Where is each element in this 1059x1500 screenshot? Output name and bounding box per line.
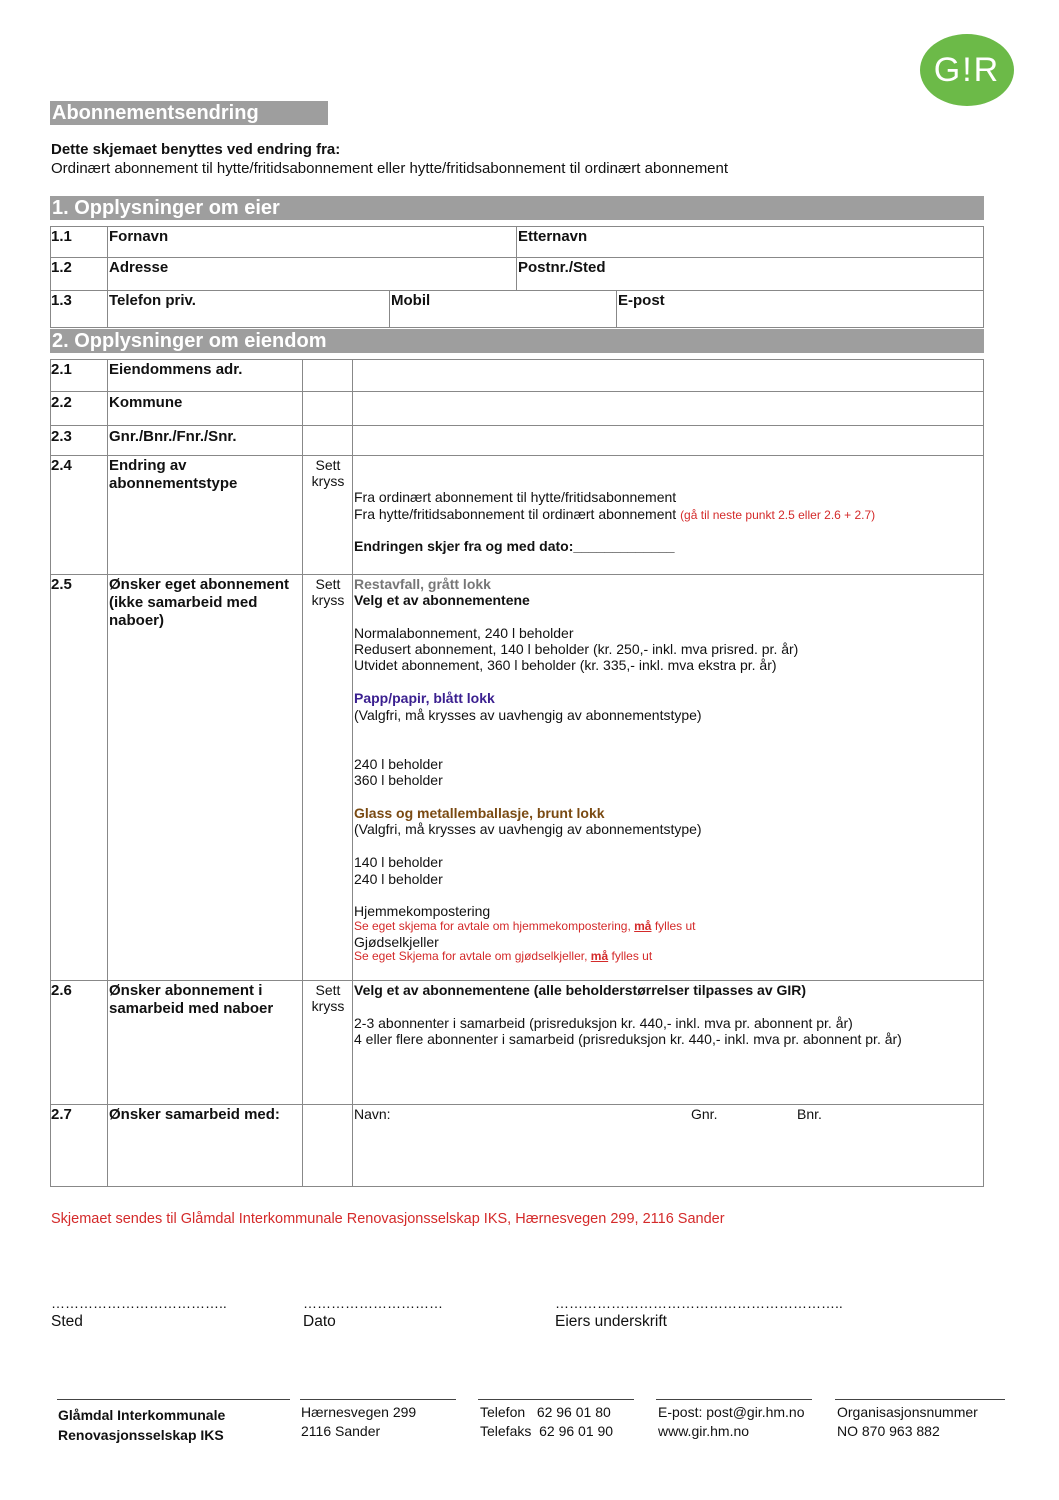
glass-title: Glass og metallemballasje, brunt lokk	[354, 805, 605, 821]
mobil-label: Mobil	[391, 292, 431, 309]
navn-field[interactable]: Navn:	[354, 1106, 391, 1122]
option-redusert[interactable]: Redusert abonnement, 140 l beholder (kr. 250,- inkl. mva prisred. pr. år)	[354, 641, 799, 657]
sett-kryss-label: Sett kryss	[311, 576, 345, 608]
footer-addr-1: Hærnesvegen 299	[301, 1404, 417, 1420]
option-ord-til-hytte[interactable]: Fra ordinært abonnement til hytte/fritidsabonnement	[354, 489, 677, 505]
footer-org: NO 870 963 882	[837, 1423, 940, 1439]
section2-title: 2. Opplysninger om eiendom	[50, 329, 984, 353]
option-gjodsel[interactable]: Gjødselkjeller	[354, 934, 439, 950]
footer-web[interactable]: www.gir.hm.no	[658, 1423, 750, 1439]
kommune-label: Kommune	[109, 394, 183, 411]
intro-heading: Dette skjemaet benyttes ved endring fra:	[51, 141, 341, 158]
footer-addr-2: 2116 Sander	[301, 1423, 381, 1439]
restavfall-sub: Velg et av abonnementene	[354, 592, 530, 608]
papp-title: Papp/papir, blått lokk	[354, 690, 495, 706]
footer-company-2: Renovasjonsselskap IKS	[58, 1427, 224, 1443]
eget-abonnement-label: Ønsker eget abonnement (ikke samarbeid med naboer)	[109, 576, 290, 629]
footer-fax: Telefaks 62 96 01 90	[480, 1423, 614, 1439]
endring-label: Endring av abonnementstype	[109, 457, 238, 492]
row-number: 2.1	[51, 361, 72, 378]
kompost-note: Se eget skjema for avtale om hjemmekompostering, må fylles ut	[354, 919, 696, 933]
sett-kryss-label: Sett kryss	[311, 457, 345, 489]
gir-logo: G!R	[920, 34, 1014, 106]
gnr-field[interactable]: Gnr.	[691, 1106, 718, 1122]
option-normal[interactable]: Normalabonnement, 240 l beholder	[354, 625, 574, 641]
gjodsel-note: Se eget Skjema for avtale om gjødselkjeller, må fylles ut	[354, 949, 653, 963]
row-number: 2.3	[51, 428, 72, 445]
samarbeid-title: Velg et av abonnementene (alle beholderstørrelser tilpasses av GIR)	[354, 982, 807, 998]
option-glass-140[interactable]: 140 l beholder	[354, 854, 443, 870]
option-glass-240[interactable]: 240 l beholder	[354, 871, 443, 887]
option-kompost[interactable]: Hjemmekompostering	[354, 903, 491, 919]
samarbeid-label: Ønsker abonnement i samarbeid med naboer	[109, 982, 274, 1017]
intro-text: Ordinært abonnement til hytte/fritidsabonnement eller hytte/fritidsabonnement til ordinært abonnement	[51, 160, 729, 177]
epost-label: E-post	[618, 292, 665, 309]
eier-label: Eiers underskrift	[555, 1313, 667, 1330]
row-number: 2.7	[51, 1106, 72, 1123]
form-title: Abonnementsendring	[50, 101, 328, 125]
send-to-text: Skjemaet sendes til Glåmdal Interkommunale Renovasjonsselskap IKS, Hærnesvegen 299, 2116 Sander	[51, 1211, 725, 1227]
glass-sub: (Valgfri, må krysses av uavhengig av abonnementstype)	[354, 821, 702, 837]
eiendom-adr-label: Eiendommens adr.	[109, 361, 243, 378]
row-number: 1.1	[51, 228, 72, 245]
sett-kryss-label: Sett kryss	[311, 982, 345, 1014]
row-number: 2.6	[51, 982, 72, 999]
option-papp-240[interactable]: 240 l beholder	[354, 756, 443, 772]
sted-label: Sted	[51, 1313, 83, 1330]
dato-label: Dato	[303, 1313, 336, 1330]
footer-tel: Telefon 62 96 01 80	[480, 1404, 611, 1420]
papp-sub: (Valgfri, må krysses av uavhengig av abonnementstype)	[354, 707, 702, 723]
row-number: 2.5	[51, 576, 72, 593]
option-2-3[interactable]: 2-3 abonnenter i samarbeid (prisreduksjon kr. 440,- inkl. mva pr. abonnent pr. år)	[354, 1015, 853, 1031]
underskrift-line[interactable]: ……………………………………………………..	[555, 1295, 843, 1311]
option-utvidet[interactable]: Utvidet abonnement, 360 l beholder (kr. 335,- inkl. mva ekstra pr. år)	[354, 657, 777, 673]
adresse-label: Adresse	[109, 259, 169, 276]
fornavn-label: Fornavn	[109, 228, 169, 245]
section1-title: 1. Opplysninger om eier	[50, 196, 984, 220]
row-number: 2.4	[51, 457, 72, 474]
bnr-field[interactable]: Bnr.	[797, 1106, 822, 1122]
gnr-bnr-label: Gnr./Bnr./Fnr./Snr.	[109, 428, 237, 445]
postnr-sted-label: Postnr./Sted	[518, 259, 606, 276]
telefon-label: Telefon priv.	[109, 292, 196, 309]
samarbeid-med-label: Ønsker samarbeid med:	[109, 1106, 280, 1123]
row-number: 2.2	[51, 394, 72, 411]
option-4-flere[interactable]: 4 eller flere abonnenter i samarbeid (prisreduksjon kr. 440,- inkl. mva pr. abonnent pr. år)	[354, 1031, 902, 1047]
row-number: 1.3	[51, 292, 72, 309]
sted-line[interactable]: ………………………………..	[51, 1295, 227, 1311]
endring-dato-field[interactable]: Endringen skjer fra og med dato:_____________	[354, 538, 675, 554]
dato-line[interactable]: …………………………	[303, 1295, 443, 1311]
footer-org-label: Organisasjonsnummer	[837, 1404, 978, 1420]
footer-company-1: Glåmdal Interkommunale	[58, 1407, 226, 1423]
footer-email[interactable]: E-post: post@gir.hm.no	[658, 1404, 805, 1420]
row-number: 1.2	[51, 259, 72, 276]
option-hytte-til-ord[interactable]: Fra hytte/fritidsabonnement til ordinært abonnement (gå til neste punkt 2.5 eller 2.6 + 2.7)	[354, 506, 876, 522]
etternavn-label: Etternavn	[518, 228, 588, 245]
option-papp-360[interactable]: 360 l beholder	[354, 772, 443, 788]
restavfall-title: Restavfall, grått lokk	[354, 576, 491, 592]
